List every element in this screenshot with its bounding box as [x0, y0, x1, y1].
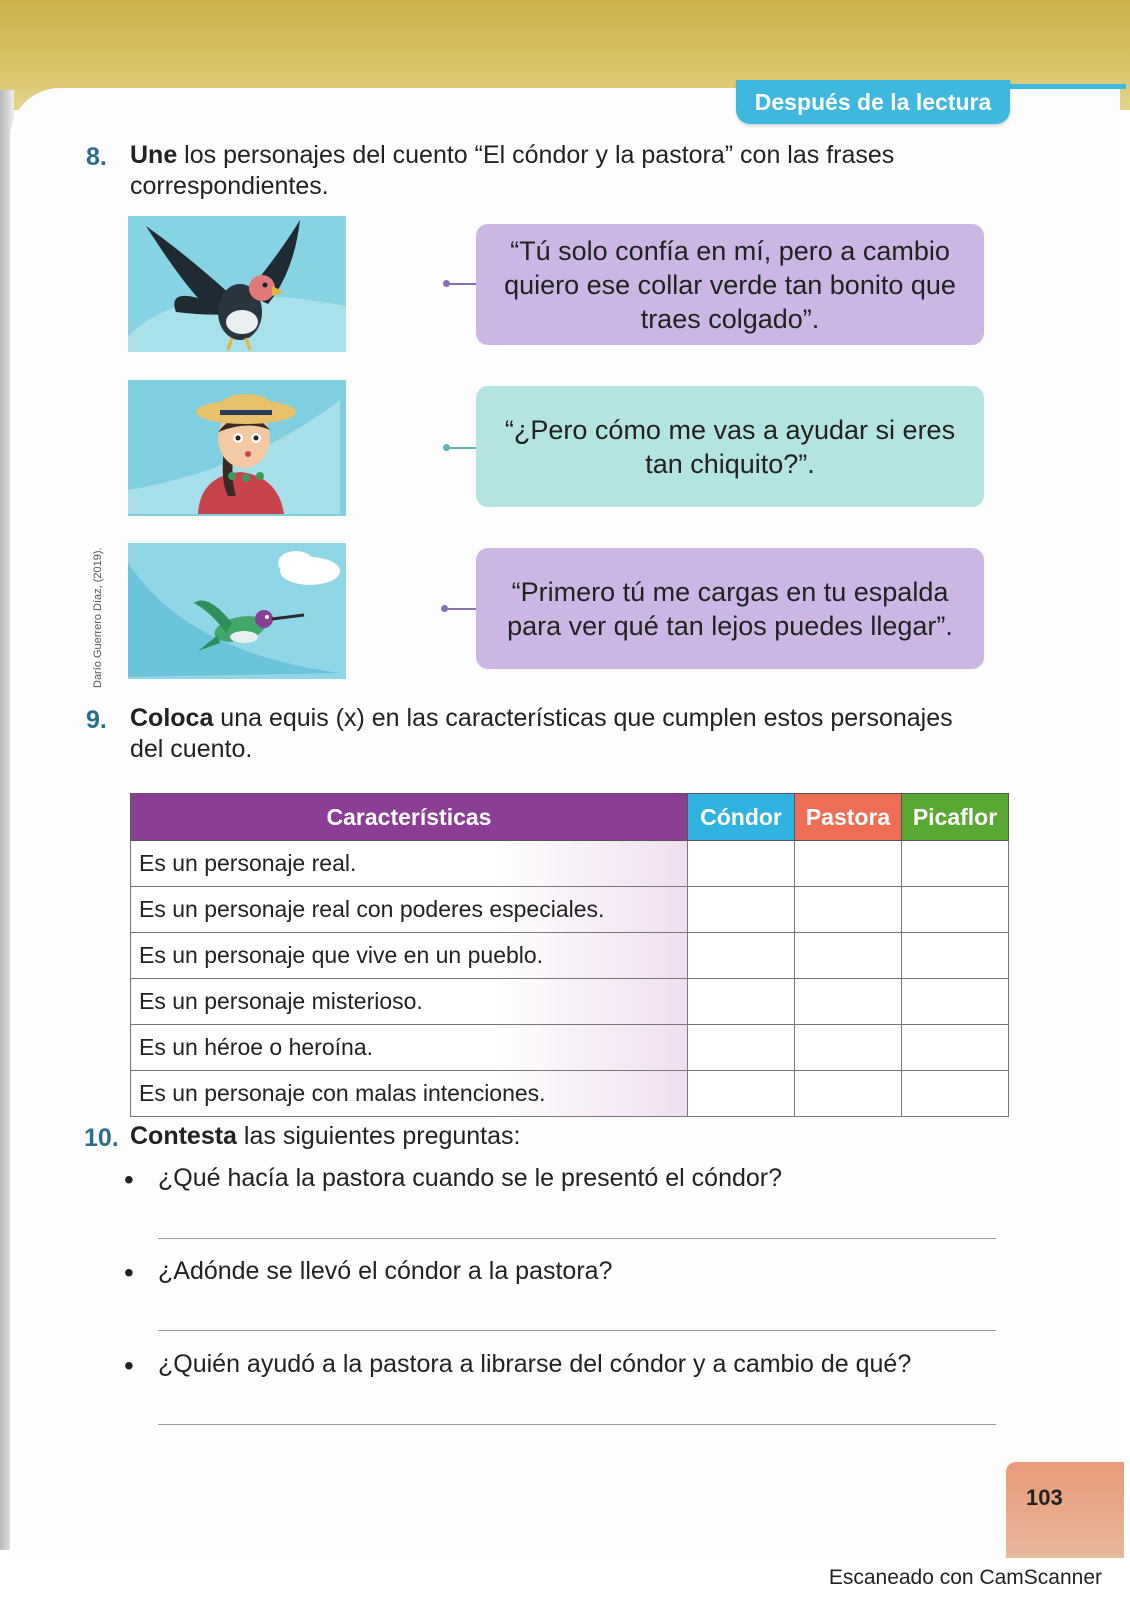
question-9-line2: del cuento. — [130, 735, 253, 763]
question-8-text — [130, 140, 1010, 202]
quote-3-line: “Primero tú me cargas en tu espalda — [511, 576, 949, 607]
check-cell-pastora[interactable] — [795, 979, 902, 1025]
header-condor: Cóndor — [688, 794, 795, 841]
picaflor-illustration — [128, 543, 346, 679]
check-cell-condor[interactable] — [688, 1071, 795, 1117]
row-label: Es un personaje real con poderes especiales. — [131, 887, 688, 933]
bullet-icon: • — [124, 1164, 134, 1195]
answer-line-2[interactable] — [158, 1330, 996, 1331]
quote-1-line: quiero ese collar verde tan bonito que — [504, 269, 956, 300]
question-8-line1: los personajes del cuento “El cóndor y la pastora” con las frases — [177, 141, 895, 169]
check-cell-pastora[interactable] — [795, 887, 902, 933]
page-number-tab — [1006, 1462, 1124, 1558]
question-10-text — [130, 1121, 1010, 1152]
quote-bubble-2[interactable] — [476, 386, 984, 507]
check-cell-pastora[interactable] — [795, 1071, 902, 1117]
table-row — [131, 887, 1009, 933]
check-cell-picaflor[interactable] — [902, 887, 1009, 933]
table-row — [131, 1071, 1009, 1117]
shepherdess-icon — [128, 380, 340, 514]
check-cell-picaflor[interactable] — [902, 841, 1009, 887]
question-10-verb: Contesta — [130, 1122, 237, 1150]
question-9-number: 9. — [86, 706, 107, 734]
check-cell-picaflor[interactable] — [902, 979, 1009, 1025]
check-cell-picaflor[interactable] — [902, 1071, 1009, 1117]
header-caracteristicas: Características — [131, 794, 688, 841]
quote-bubble-1[interactable] — [476, 224, 984, 345]
check-cell-condor[interactable] — [688, 933, 795, 979]
header-picaflor: Picaflor — [902, 794, 1009, 841]
connector-line-1 — [448, 283, 476, 285]
check-cell-pastora[interactable] — [795, 841, 902, 887]
row-label: Es un héroe o heroína. — [131, 1025, 688, 1071]
bullet-icon: • — [124, 1257, 134, 1288]
table-row — [131, 979, 1009, 1025]
bullet-icon: • — [124, 1350, 134, 1381]
section-tab: Después de la lectura — [736, 80, 1010, 124]
row-label: Es un personaje real. — [131, 841, 688, 887]
table-row — [131, 933, 1009, 979]
quote-2-line: “¿Pero cómo me vas a ayudar si eres — [504, 414, 956, 445]
camscanner-watermark: Escaneado con CamScanner — [828, 1566, 1102, 1589]
row-label: Es un personaje que vive en un pueblo. — [131, 933, 688, 979]
question-9-text — [130, 703, 1010, 765]
check-cell-condor[interactable] — [688, 979, 795, 1025]
row-label: Es un personaje misterioso. — [131, 979, 688, 1025]
question-8-verb: Une — [130, 141, 178, 169]
check-cell-condor[interactable] — [688, 841, 795, 887]
question-8-line2: correspondientes. — [130, 172, 329, 200]
check-cell-condor[interactable] — [688, 1025, 795, 1071]
question-10-rest: las siguientes preguntas: — [236, 1122, 521, 1150]
table-header-row — [131, 794, 1009, 841]
condor-icon — [128, 216, 346, 352]
check-cell-pastora[interactable] — [795, 933, 902, 979]
question-8-number: 8. — [86, 143, 107, 171]
row-label: Es un personaje con malas intenciones. — [131, 1071, 688, 1117]
check-cell-condor[interactable] — [688, 887, 795, 933]
page-number: 103 — [1026, 1485, 1063, 1510]
quote-1-line: traes colgado”. — [640, 303, 820, 334]
question-9-line1: una equis (x) en las características que cumplen estos personajes — [213, 704, 953, 732]
check-cell-picaflor[interactable] — [902, 1025, 1009, 1071]
question-10-item-3: ¿Quién ayudó a la pastora a librarse del cóndor y a cambio de qué? — [158, 1350, 912, 1378]
condor-illustration — [128, 216, 346, 352]
illustration-credit: Darío Guerrero Díaz, (2019). — [92, 547, 104, 688]
characteristics-table — [130, 793, 1009, 1117]
quote-1-line: “Tú solo confía en mí, pero a cambio — [510, 235, 950, 266]
connector-line-3 — [446, 608, 476, 610]
check-cell-pastora[interactable] — [795, 1025, 902, 1071]
question-10-number: 10. — [84, 1124, 119, 1152]
connector-line-2 — [448, 447, 476, 449]
table-row — [131, 841, 1009, 887]
answer-line-1[interactable] — [158, 1238, 996, 1239]
table-row — [131, 1025, 1009, 1071]
hummingbird-icon — [128, 543, 340, 677]
answer-line-3[interactable] — [158, 1424, 996, 1425]
header-pastora: Pastora — [795, 794, 902, 841]
question-9-verb: Coloca — [130, 704, 214, 732]
question-10-item-2: ¿Adónde se llevó el cóndor a la pastora? — [158, 1257, 613, 1285]
check-cell-picaflor[interactable] — [902, 933, 1009, 979]
pastora-illustration — [128, 380, 346, 516]
quote-3-line: para ver qué tan lejos puedes llegar”. — [507, 610, 953, 641]
question-10-item-1: ¿Qué hacía la pastora cuando se le presentó el cóndor? — [158, 1164, 783, 1192]
quote-bubble-3[interactable] — [476, 548, 984, 669]
quote-2-line: tan chiquito?”. — [645, 448, 815, 479]
